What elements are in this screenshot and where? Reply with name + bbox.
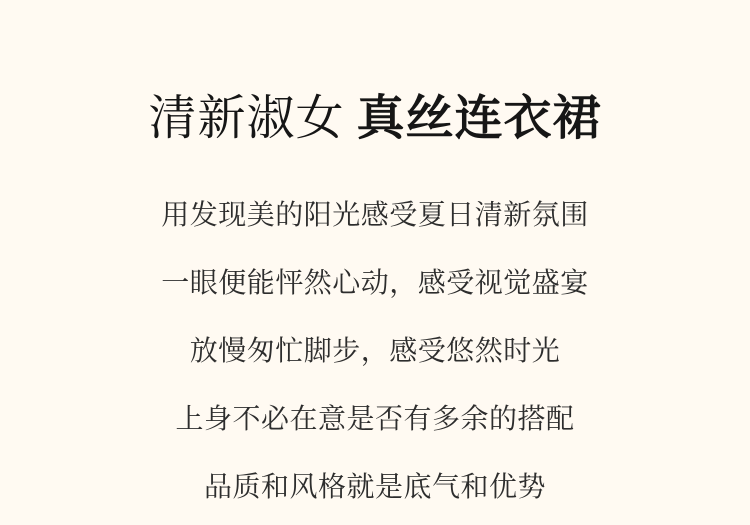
- description-line: 品质和风格就是底气和优势: [203, 471, 546, 503]
- description-line: 上身不必在意是否有多余的搭配: [175, 403, 575, 435]
- product-description-lines: [0, 181, 750, 521]
- description-line: 放慢匆忙脚步，感受悠然时光: [189, 335, 561, 367]
- description-line: 用发现美的阳光感受夏日清新氛围: [161, 199, 589, 231]
- product-title-bold-part: 真丝连衣裙: [356, 92, 602, 145]
- description-line: 一眼便能怦然心动，感受视觉盛宴: [161, 267, 589, 299]
- product-title: [0, 0, 750, 144]
- product-title-light-part: 清新淑女: [148, 92, 345, 145]
